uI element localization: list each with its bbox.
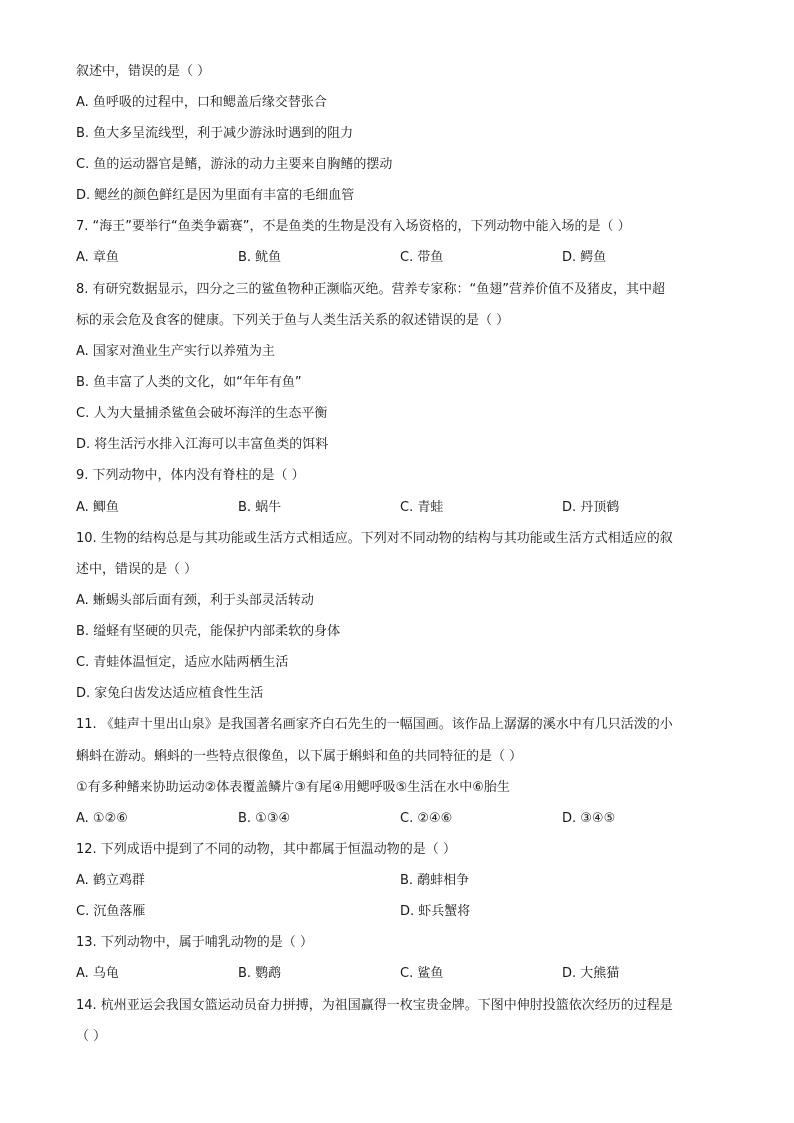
q10-option-b: B. 缢蛏有坚硬的贝壳，能保护内部柔软的身体	[76, 624, 341, 639]
q10-option-d: D. 家兔臼齿发达适应植食性生活	[76, 686, 264, 701]
q12-option-c: C. 沉鱼落雁	[76, 904, 146, 919]
q7-option-a: A. 章鱼	[76, 250, 119, 265]
q8-option-d: D. 将生活污水排入江海可以丰富鱼类的饵料	[76, 437, 329, 452]
q11-option-b: B. ①③④	[238, 811, 291, 826]
q9-option-d: D. 丹顶鹤	[562, 500, 620, 515]
q6-option-d: D. 鳃丝的颜色鲜红是因为里面有丰富的毛细血管	[76, 188, 355, 203]
q11-stem-line1: 11. 《蛙声十里出山泉》是我国著名画家齐白石先生的一幅国画。该作品上潺潺的溪水中有几只活泼的小	[76, 717, 673, 732]
q7-stem: 7. “海王”要举行“鱼类争霸赛”，不是鱼类的生物是没有入场资格的，下列动物中能入场的是（ ）	[76, 219, 631, 234]
q7-options	[76, 249, 726, 267]
q12-option-b: B. 鹬蚌相争	[400, 873, 470, 888]
q7-option-b: B. 鱿鱼	[238, 250, 282, 265]
q11-features: ①有多种鳍来协助运动②体表覆盖鳞片③有尾④用鳃呼吸⑤生活在水中⑥胎生	[76, 780, 510, 795]
q11-option-a: A. ①②⑥	[76, 811, 128, 826]
q12-stem: 12. 下列成语中提到了不同的动物，其中都属于恒温动物的是（ ）	[76, 842, 456, 857]
q12-options-row2	[76, 903, 726, 921]
q6-option-b: B. 鱼大多呈流线型，利于减少游泳时遇到的阻力	[76, 126, 354, 141]
q14-stem: 14. 杭州亚运会我国女篮运动员奋力拼搏，为祖国赢得一枚宝贵金牌。下图中伸肘投篮依次经历的过程是	[76, 998, 673, 1013]
q9-option-a: A. 鲫鱼	[76, 500, 119, 515]
q12-option-d: D. 虾兵蟹将	[400, 904, 471, 919]
q9-options	[76, 499, 726, 517]
q11-option-c: C. ②④⑥	[400, 811, 453, 826]
q9-option-b: B. 蜗牛	[238, 500, 282, 515]
q8-stem-line2: 标的汞会危及食客的健康。下列关于鱼与人类生活关系的叙述错误的是（ ）	[76, 313, 510, 328]
q10-option-a: A. 蜥蜴头部后面有颈，利于头部灵活转动	[76, 593, 314, 608]
q9-stem: 9. 下列动物中，体内没有脊柱的是（ ）	[76, 468, 305, 483]
q7-option-c: C. 带鱼	[400, 250, 444, 265]
q8-option-b: B. 鱼丰富了人类的文化，如“年年有鱼”	[76, 375, 302, 390]
q6-option-a: A. 鱼呼吸的过程中，口和鳃盖后缘交替张合	[76, 95, 327, 110]
q13-option-d: D. 大熊猫	[562, 966, 620, 981]
q13-stem: 13. 下列动物中，属于哺乳动物的是（ ）	[76, 935, 313, 950]
q13-option-b: B. 鹦鹉	[238, 966, 282, 981]
q12-options-row1	[76, 872, 726, 890]
q8-option-c: C. 人为大量捕杀鲨鱼会破坏海洋的生态平衡	[76, 406, 328, 421]
q6-stem-continued: 叙述中，错误的是（ ）	[76, 64, 211, 79]
q11-option-d: D. ③④⑤	[562, 811, 616, 826]
q11-options	[76, 810, 726, 828]
q10-option-c: C. 青蛙体温恒定，适应水陆两栖生活	[76, 655, 289, 670]
q7-option-d: D. 鳄鱼	[562, 250, 607, 265]
q13-option-a: A. 乌龟	[76, 966, 119, 981]
q13-option-c: C. 鲨鱼	[400, 966, 444, 981]
q10-stem-line2: 述中，错误的是（ ）	[76, 562, 198, 577]
q8-stem-line1: 8. 有研究数据显示，四分之三的鲨鱼物种正濒临灭绝。营养专家称：“鱼翅”营养价值不及猪皮，其中超	[76, 282, 666, 297]
q9-option-c: C. 青蛙	[400, 500, 444, 515]
q12-option-a: A. 鹤立鸡群	[76, 873, 145, 888]
q8-option-a: A. 国家对渔业生产实行以养殖为主	[76, 344, 275, 359]
q11-stem-line2: 蝌蚪在游动。蝌蚪的一些特点很像鱼，以下属于蝌蚪和鱼的共同特征的是（ ）	[76, 749, 523, 764]
q10-stem-line1: 10. 生物的结构总是与其功能或生活方式相适应。下列对不同动物的结构与其功能或生活方式相适应的叙	[76, 531, 673, 546]
q14-answer-blank: （ ）	[76, 1029, 107, 1044]
q6-option-c: C. 鱼的运动器官是鳍，游泳的动力主要来自胸鳍的摆动	[76, 157, 393, 172]
q13-options	[76, 965, 726, 983]
